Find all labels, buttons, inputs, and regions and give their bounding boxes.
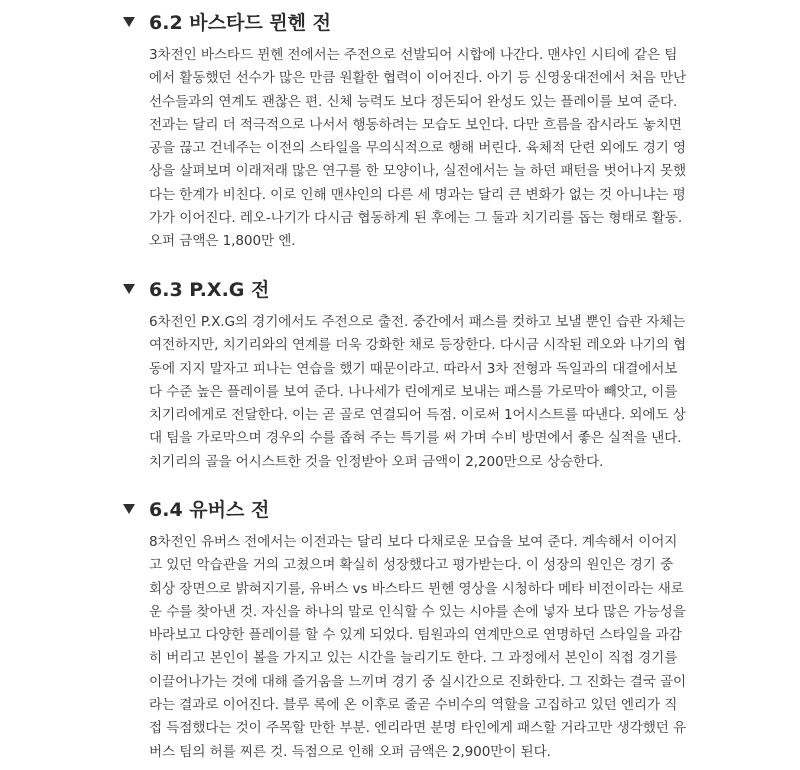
section-heading [0,497,800,527]
text-line: 전과는 달리 더 적극적으로 나서서 행동하려는 모습도 보인다. 다만 흐름을 잠시라도 놓치면 [149,116,682,133]
section-title: 6.2 바스타드 뮌헨 전 [149,12,331,34]
text-line: 선수들과의 연계도 괜찮은 편. 신체 능력도 보다 정돈되어 완성도 있는 플레이를 보여 준다. [149,93,678,110]
collapse-triangle-icon[interactable] [123,504,135,514]
text-line: 히 버리고 본인이 볼을 가지고 있는 시간을 늘리기도 한다. 그 과정에서 본인이 직접 경기를 [149,650,678,667]
text-line: 라는 결과로 이어진다. 블루 록에 온 이후로 줄곧 수비수의 역할을 고집하고 있던 엔리가 직 [149,697,678,714]
section-heading [0,277,800,307]
text-line: 고 있던 악습관을 거의 고쳤으며 확실히 성장했다고 평가받는다. 이 성장의 원인은 경기 중 [149,557,674,574]
text-line: 여전하지만, 치기리와의 연계를 더욱 강화한 채로 등장한다. 다시금 시작된 레오와 나기의 협 [149,337,687,354]
section-title: 6.4 유버스 전 [149,499,270,521]
collapse-triangle-icon[interactable] [123,284,135,294]
text-line: 가가 이어진다. 레오-나기가 다시금 협동하게 된 후에는 그 둘과 치기리를 돕는 형태로 활동. [149,210,683,227]
text-line: 동에 지지 말자고 피나는 연습을 했기 때문이라고. 따라서 3차 전형과 독일과의 대결에서보 [149,360,678,377]
section-paragraph [149,44,709,254]
text-line: 버스 팀의 허를 찌른 것. 득점으로 인해 오퍼 금액은 2,900만이 된다. [149,743,551,760]
text-line: 에서 활동했던 선수가 많은 만큼 원활한 협력이 이어진다. 아기 등 신영웅대전에서 처음 만난 [149,70,687,87]
collapse-triangle-icon[interactable] [123,17,135,27]
text-line: 회상 장면으로 밝혀지기를, 유버스 vs 바스타드 뮌헨 영상을 시청하다 메타 비전이라는 새로 [149,580,684,597]
text-line: 8차전인 유버스 전에서는 이전과는 달리 보다 다채로운 모습을 보여 준다. 계속해서 이어지 [149,534,678,550]
text-line: 오퍼 금액은 1,800만 엔. [149,233,296,250]
text-line: 운 수를 찾아낸 것. 자신을 하나의 말로 인식할 수 있는 시야를 손에 넣자 보다 많은 가능성을 [149,603,686,620]
text-line: 다는 한계가 비친다. 이로 인해 맨샤인의 다른 세 명과는 달리 큰 변화가 없는 것 아니냐는 평 [149,186,686,203]
text-line: 다 수준 높은 플레이를 보여 준다. 나나세가 린에게로 보내는 패스를 가로막아 빼앗고, 이를 [149,383,678,400]
section-heading [0,10,800,40]
section-paragraph [149,531,709,764]
text-line: 이끌어나가는 것에 대해 즐거움을 느끼며 경기 중 실시간으로 진화한다. 그 진화는 결국 골이 [149,673,687,690]
text-line: 접 득점했다는 것이 주목할 만한 부분. 엔리라면 분명 타인에게 패스할 거라고만 생각했던 유 [149,720,687,737]
text-line: 치기리의 골을 어시스트한 것을 인정받아 오퍼 금액이 2,200만으로 상승한다. [149,453,604,470]
text-line: 6차전인 P.X.G의 경기에서도 주전으로 출전. 중간에서 패스를 컷하고 보낼 뿐인 습관 자체는 [149,314,686,330]
text-line: 바라보고 다양한 플레이를 할 수 있게 되었다. 팀원과의 연계만으로 연명하던 스타일을 과감 [149,627,682,644]
text-line: 대 팀을 가로막으며 경우의 수를 좁혀 주는 특기를 써 가며 수비 방면에서 좋은 실적을 낸다. [149,430,682,447]
section-paragraph [149,311,709,474]
text-line: 치기리에게로 전달한다. 이는 곧 골로 연결되어 득점. 이로써 1어시스트를 따낸다. 외에도 상 [149,407,686,424]
section-title: 6.3 P.X.G 전 [149,279,270,301]
text-line: 상을 살펴보며 이래저래 많은 연구를 한 모양이나, 실전에서는 늘 하던 패턴을 벗어나지 못했 [149,163,687,180]
text-line: 공을 끊고 건네주는 이전의 스타일을 무의식적으로 행해 버린다. 육체적 단련 외에도 경기 영 [149,140,687,157]
text-line: 3차전인 바스타드 뮌헨 전에서는 주전으로 선발되어 시합에 나간다. 맨샤인 시티에 같은 팀 [149,47,678,63]
